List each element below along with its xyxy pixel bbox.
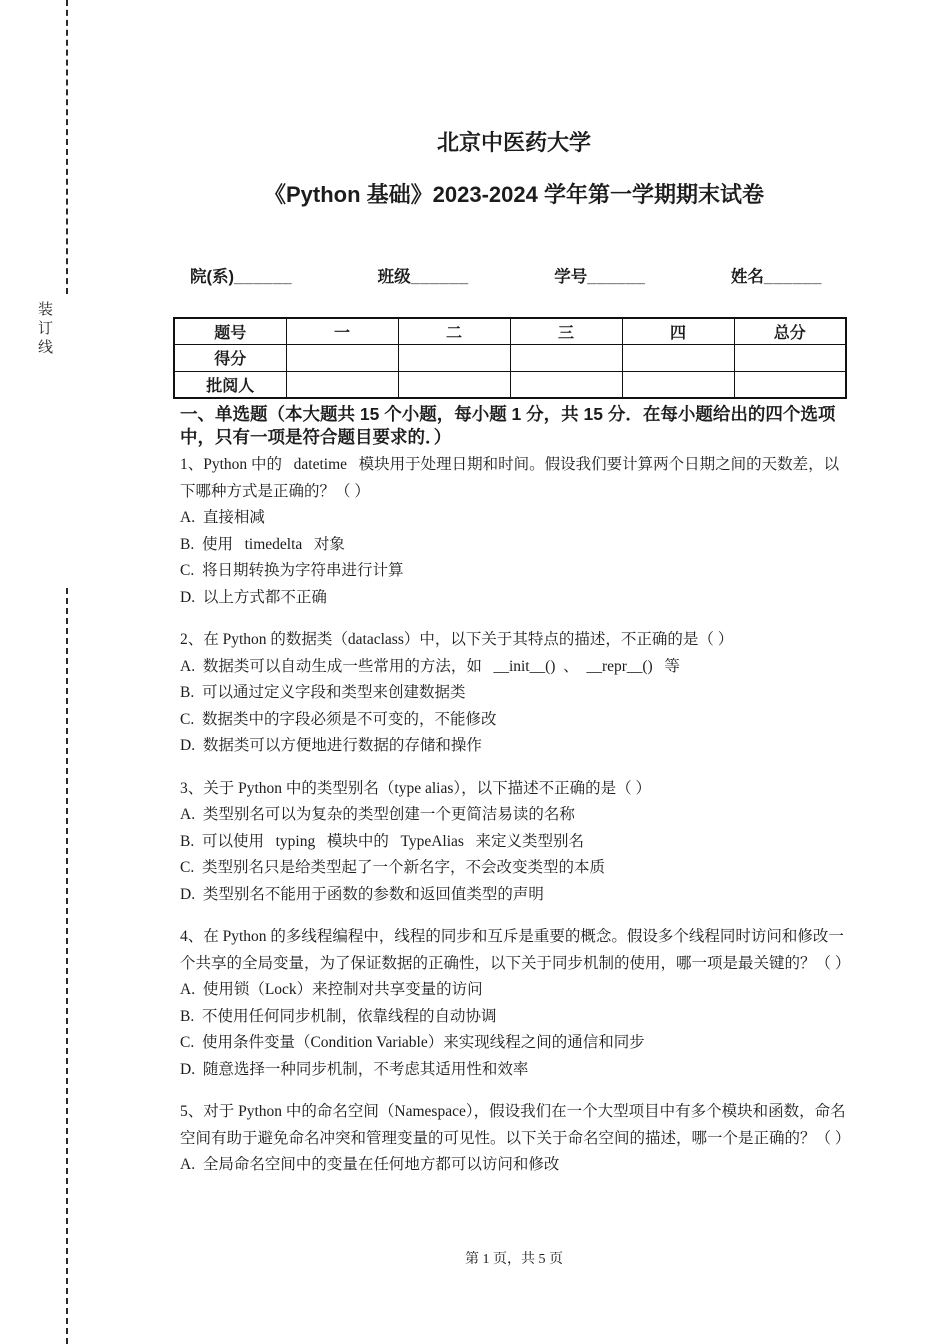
question-5 [180, 1099, 851, 1179]
question-list [180, 452, 851, 1179]
field-name-label: 姓名 [730, 268, 764, 286]
question-3 [180, 776, 848, 909]
page-content [180, 0, 851, 1195]
score-cell [734, 344, 846, 371]
question-4-option-d: D. 随意选择一种同步机制，不考虑其适用性和效率 [180, 1060, 529, 1078]
question-4-stem: 4、在 Python 的多线程编程中，线程的同步和互斥是重要的概念。假设多个线程同时访问和修改一个共享的全局变量，为了保证数据的正确性，以下关于同步机制的使用，哪一项是最关键的？（ ） [180, 928, 851, 972]
reviewer-row-label: 批阅人 [174, 371, 286, 398]
question-4 [180, 924, 851, 1083]
score-table-header-cell: 一 [286, 318, 398, 344]
score-table-reviewer-row [174, 371, 846, 398]
university-title: 北京中医药大学 [436, 130, 591, 155]
question-3-option-c: C. 类型别名只是给类型起了一个新名字，不会改变类型的本质 [180, 859, 605, 876]
student-info-row [190, 265, 822, 289]
binding-dashed-line-bottom [66, 588, 68, 1344]
field-name [731, 265, 822, 289]
question-1-option-b: B. 使用 timedelta 对象 [180, 535, 345, 553]
question-5-option-a: A. 全局命名空间中的变量在任何地方都可以访问和修改 [180, 1156, 560, 1173]
field-class-label: 班级 [377, 268, 411, 286]
score-table-header-row [174, 318, 846, 344]
field-department-label: 院(系) [190, 268, 234, 286]
binding-dashed-line-top [66, 0, 68, 294]
question-5-stem: 5、对于 Python 中的命名空间（Namespace），假设我们在一个大型项目中有多个模块和函数，命名空间有助于避免命名冲突和管理变量的可见性。以下关于命名空间的描述，哪一个是正确的？（ ） [180, 1103, 851, 1147]
score-cell [622, 344, 734, 371]
question-3-option-a: A. 类型别名可以为复杂的类型创建一个更简洁易读的名称 [180, 806, 575, 823]
score-table [173, 317, 847, 399]
field-name-blank: ______ [763, 268, 822, 286]
score-cell [286, 344, 398, 371]
question-1-option-d: D. 以上方式都不正确 [180, 588, 327, 606]
field-department-blank: ______ [234, 268, 293, 286]
question-3-option-d: D. 类型别名不能用于函数的参数和返回值类型的声明 [180, 885, 544, 903]
page-footer: 第 1 页，共 5 页 [465, 1252, 563, 1267]
field-student-id [554, 265, 645, 289]
reviewer-cell [286, 371, 398, 398]
score-table-header-cell: 总分 [734, 318, 846, 344]
reviewer-cell [734, 371, 846, 398]
score-cell [398, 344, 510, 371]
field-department [190, 265, 292, 289]
field-student-id-label: 学号 [554, 268, 588, 286]
question-2-option-d: D. 数据类可以方便地进行数据的存储和操作 [180, 737, 482, 754]
question-4-option-b: B. 不使用任何同步机制，依靠线程的自动协调 [180, 1007, 497, 1025]
question-3-option-b: B. 可以使用 typing 模块中的 TypeAlias 来定义类型别名 [180, 832, 585, 850]
question-1-option-a: A. 直接相减 [180, 509, 265, 526]
question-1-option-c: C. 将日期转换为字符串进行计算 [180, 562, 404, 579]
question-2-option-c: C. 数据类中的字段必须是不可变的，不能修改 [180, 710, 497, 728]
question-2-option-a: A. 数据类可以自动生成一些常用的方法，如 __init__() 、 __repr__() 等 [180, 657, 680, 675]
field-class [378, 265, 469, 289]
section-heading: 一、单选题（本大题共 15 个小题，每小题 1 分，共 15 分．在每小题给出的四个选项中，只有一项是符合题目要求的．） [180, 404, 836, 447]
reviewer-cell [622, 371, 734, 398]
exam-title: 《Python 基础》2023-2024 学年第一学期期末试卷 [264, 182, 764, 207]
score-cell [510, 344, 622, 371]
reviewer-cell [398, 371, 510, 398]
question-4-option-a: A. 使用锁（Lock）来控制对共享变量的访问 [180, 981, 483, 998]
reviewer-cell [510, 371, 622, 398]
score-table-header-cell: 题号 [174, 318, 286, 344]
binding-line-label: 装订线 [36, 301, 52, 358]
field-student-id-blank: ______ [587, 268, 646, 286]
field-class-blank: ______ [410, 268, 469, 286]
score-table-header-cell: 四 [622, 318, 734, 344]
question-1 [180, 452, 848, 611]
question-2-stem: 2、在 Python 的数据类（dataclass）中，以下关于其特点的描述，不正确的是（ ） [180, 631, 734, 648]
score-table-score-row [174, 344, 846, 371]
score-table-header-cell: 二 [398, 318, 510, 344]
question-2 [180, 627, 848, 760]
question-2-option-b: B. 可以通过定义字段和类型来创建数据类 [180, 684, 466, 701]
question-3-stem: 3、关于 Python 中的类型别名（type alias），以下描述不正确的是（ ） [180, 779, 652, 797]
score-row-label: 得分 [174, 344, 286, 371]
score-table-header-cell: 三 [510, 318, 622, 344]
question-1-stem: 1、Python 中的 datetime 模块用于处理日期和时间。假设我们要计算两个日期之间的天数差，以下哪种方式是正确的？（ ） [180, 456, 840, 500]
question-4-option-c: C. 使用条件变量（Condition Variable）来实现线程之间的通信和同步 [180, 1034, 645, 1051]
